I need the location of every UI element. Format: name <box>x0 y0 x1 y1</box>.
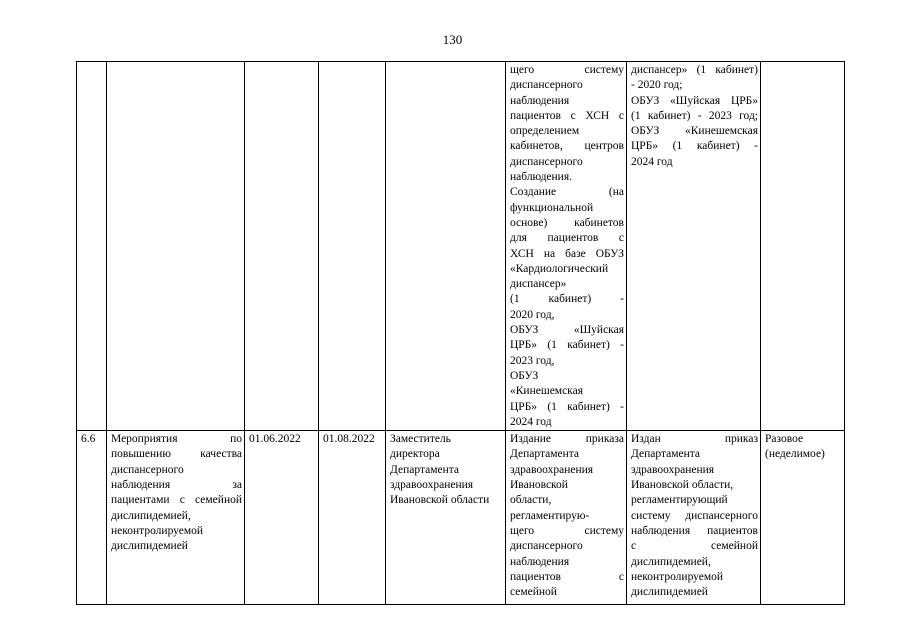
cell-line: (1 кабинет) - 2023 год; <box>631 109 758 122</box>
cell-end-date <box>319 431 386 605</box>
cell-line: ОБУЗ <box>510 369 539 382</box>
cell-line: диспансерного <box>111 463 184 476</box>
cell-line: ЦРБ» (1 кабинет) - <box>631 140 758 153</box>
cell-line: (1 кабинет) - <box>510 293 624 306</box>
cell-line: пациентов с ХСН с <box>510 109 624 122</box>
cell-type <box>761 431 845 605</box>
cell-line: регламентирую- <box>510 509 590 522</box>
start-date: 01.06.2022 <box>249 433 301 446</box>
cell-line: ЦРБ» (1 кабинет) - <box>510 339 624 352</box>
cell-line: Издан приказ <box>631 433 758 446</box>
table-row-6-6 <box>77 431 845 605</box>
cell-line: здравоохранения <box>631 463 715 476</box>
cell-line: наблюдения. <box>510 171 572 184</box>
cell-line: 2024 год <box>631 155 673 168</box>
cell-line: диспансерного <box>510 79 583 92</box>
cell-line: Мероприятия по <box>111 433 242 446</box>
cell-line: 2024 год <box>510 415 552 428</box>
cell-line: Ивановской области, <box>631 479 734 492</box>
cell-line: пациентов с <box>510 570 624 583</box>
cell-line: основе) кабинетов <box>510 216 624 229</box>
cell-line: диспансер» <box>510 278 567 291</box>
cell-line: здравоохранения <box>390 479 474 492</box>
cell-line: семейной <box>510 586 557 599</box>
cell-line: «Кардиологический <box>510 262 609 275</box>
cell-achieved <box>627 62 761 431</box>
cell-achieved <box>627 431 761 605</box>
cell-line: щего систему <box>510 524 624 537</box>
cell-line: дислипидемией, <box>631 555 711 568</box>
cell-line: наблюдения <box>510 94 570 107</box>
cell-line: кабинетов, центров <box>510 140 624 153</box>
cell-line: 2020 год, <box>510 308 555 321</box>
cell-responsible <box>386 431 506 605</box>
cell-line: определением <box>510 125 580 138</box>
cell-line: щего систему <box>510 64 624 76</box>
cell-line: (неделимое) <box>765 448 825 461</box>
cell-line: Издание приказа <box>510 433 624 446</box>
cell-line: диспансерного <box>510 155 583 168</box>
cell-line: ОБУЗ «Кинешемская <box>631 125 758 138</box>
end-date: 01.08.2022 <box>323 433 375 446</box>
cell-line: диспансер» (1 кабинет) <box>631 64 758 76</box>
measures-table <box>76 61 845 605</box>
cell-end-empty <box>319 62 386 431</box>
cell-line: области, <box>510 494 552 507</box>
cell-responsible-empty <box>386 62 506 431</box>
cell-type-empty <box>761 62 845 431</box>
cell-line: неконтролируемой <box>111 524 204 537</box>
cell-line: Департамента <box>631 448 701 461</box>
cell-line: неконтролируемой <box>631 570 724 583</box>
cell-line: наблюдения <box>510 555 570 568</box>
cell-line: Заместитель <box>390 433 451 446</box>
cell-line: Создание (на <box>510 186 624 199</box>
cell-line: Департамента <box>390 463 460 476</box>
cell-line: дислипидемией <box>631 586 708 599</box>
cell-line: Ивановской <box>510 479 568 492</box>
cell-line: Ивановской области <box>390 494 490 507</box>
cell-line: 2023 год, <box>510 354 555 367</box>
cell-line: здравоохранения <box>510 463 594 476</box>
cell-line: с семейной <box>631 540 758 553</box>
cell-line: для пациентов с <box>510 232 624 245</box>
page-number: 130 <box>442 32 463 47</box>
cell-line: Разовое <box>765 433 804 446</box>
row-number: 6.6 <box>81 433 96 446</box>
cell-line: наблюдения пациентов <box>631 524 758 537</box>
cell-start-empty <box>245 62 319 431</box>
cell-line: пациентами с семейной <box>111 494 242 507</box>
cell-line: дислипидемией <box>111 540 188 553</box>
cell-result <box>506 431 627 605</box>
cell-line: наблюдения за <box>111 479 242 492</box>
cell-line: повышению качества <box>111 448 242 461</box>
cell-line: «Кинешемская <box>510 385 583 398</box>
cell-line: Департамента <box>510 448 580 461</box>
cell-line: ХСН на базе ОБУЗ <box>510 247 624 260</box>
cell-number-empty <box>77 62 107 431</box>
cell-line: ЦРБ» (1 кабинет) - <box>510 400 624 413</box>
cell-line: систему диспансерного <box>631 509 758 522</box>
cell-line: директора <box>390 448 440 461</box>
cell-start-date <box>245 431 319 605</box>
cell-result <box>506 62 627 431</box>
cell-line: ОБУЗ «Шуйская <box>510 324 624 337</box>
cell-activity <box>107 431 245 605</box>
cell-line: дислипидемией, <box>111 509 191 522</box>
cell-line: - 2020 год; <box>631 79 683 92</box>
cell-line: диспансерного <box>510 540 583 553</box>
cell-number <box>77 431 107 605</box>
cell-activity-empty <box>107 62 245 431</box>
table-row-continuation <box>77 62 845 431</box>
cell-line: регламентирующий <box>631 494 728 507</box>
cell-line: ОБУЗ «Шуйская ЦРБ» <box>631 94 758 107</box>
cell-line: функциональной <box>510 201 594 214</box>
